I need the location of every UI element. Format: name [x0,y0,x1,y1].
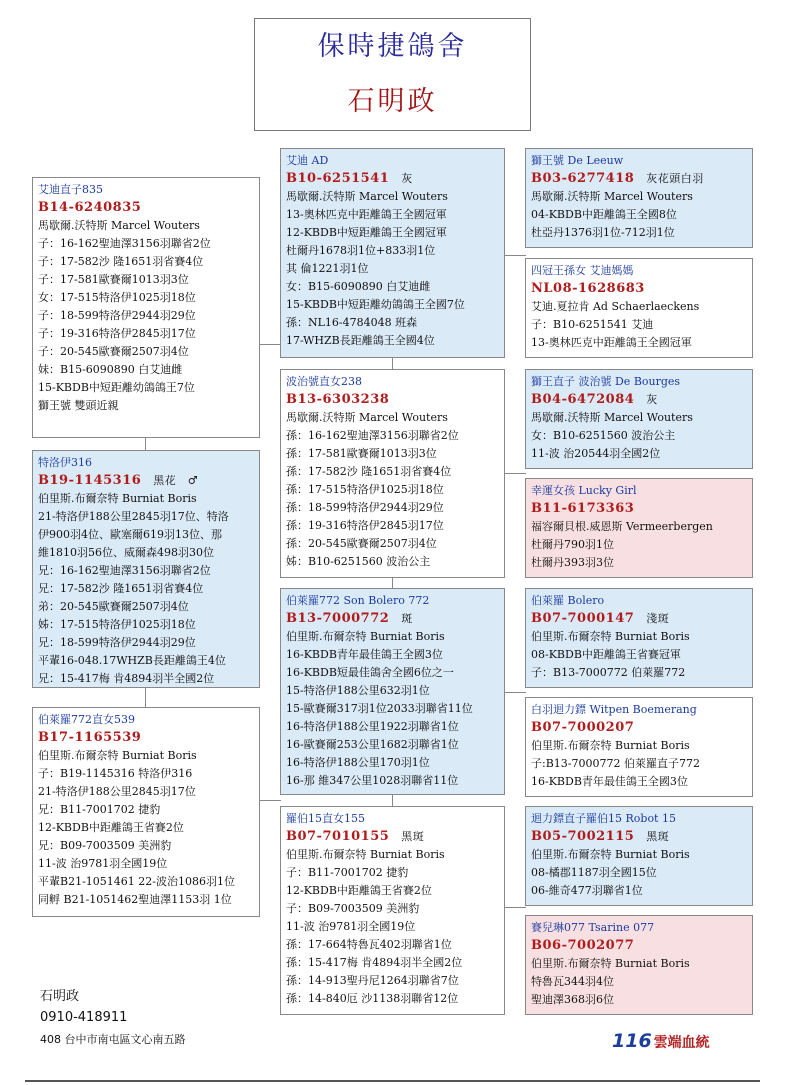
pedigree-box-granddam-1 [280,369,505,578]
pedigree-line: 子：18-599特洛伊2944羽29位 [38,309,196,322]
pedigree-line: 平輩B21-1051461 22-波治1086羽1位 [38,875,235,888]
pedigree-line: 孫：20-545歐賽爾2507羽4位 [286,537,437,550]
pedigree-line: 弟：20-545歐賽爾2507羽4位 [38,600,189,613]
pigeon-name: 四冠王孫女 艾迪媽媽 [531,264,634,277]
pedigree-line: 子：19-316特洛伊2845羽17位 [38,327,196,340]
pedigree-line: 兄：15-417梅 肯4894羽半全國2位 [38,672,215,685]
pedigree-line: 11-波 治9781羽全國19位 [38,857,168,870]
pedigree-box-ggp-3 [525,369,753,469]
ring-number: B13-6303238 [286,392,390,407]
pedigree-line: 孫：16-162聖迪澤3156羽聯省2位 [286,429,459,442]
pigeon-color: 灰 [401,172,413,185]
connector-line [259,800,281,801]
pedigree-line: 08-KBDB中距離鴿王省賽冠軍 [531,648,681,661]
pedigree-line: 孫：19-316特洛伊2845羽17位 [286,519,444,532]
cloud-pedigree-logo [612,1030,710,1052]
pedigree-line: 12-KBDB中距離鴿王省賽2位 [38,821,184,834]
pedigree-line: 06-維奇477羽聯省1位 [531,884,643,897]
pedigree-line: 維1810羽56位、威爾森498羽30位 [38,546,214,559]
pedigree-line: 孫：NL16-4784048 班森 [286,316,418,329]
loft-title: 保時捷鴿舍 [254,18,531,75]
pedigree-line: 子：B13-7000772 伯萊羅772 [531,666,686,679]
pedigree-box-ggp-2 [525,258,753,358]
pedigree-line: 伯里斯.布爾奈特 Burniat Boris [286,630,445,643]
ring-number: B19-1145316 黑花 ♂ [38,473,199,488]
connector-line [392,357,393,369]
ring-number: B13-7000772 斑 [286,611,413,626]
connector-line [259,344,281,345]
pedigree-line: 伯里斯.布爾奈特 Burniat Boris [531,630,690,643]
pedigree-line: 子：B19-1145316 特洛伊316 [38,767,193,780]
pedigree-line: 杜爾丹1678羽1位+833羽1位 [286,244,436,257]
pedigree-line: 孫：15-417梅 肯4894羽半全國2位 [286,956,463,969]
pedigree-line: 16-KBDB青年最佳鴿王全國3位 [286,648,443,661]
pedigree-box-dam [32,707,260,917]
pedigree-line: 伯里斯.布爾奈特 Burniat Boris [38,749,197,762]
pedigree-line: 孫：18-599特洛伊2944羽29位 [286,501,444,514]
pedigree-line: 孫：17-664特魯瓦402羽聯省1位 [286,938,452,951]
pedigree-line: 伯里斯.布爾奈特 Burniat Boris [531,739,690,752]
pigeon-color: 斑 [401,612,413,625]
pedigree-line: 福容爾貝根.威恩斯 Vermeerbergen [531,520,713,533]
pedigree-line: 兄：16-162聖迪澤3156羽聯省2位 [38,564,211,577]
pedigree-line: 兄：17-582沙 隆1651羽省賽4位 [38,582,204,595]
loft-owner: 石明政 [254,73,531,131]
pigeon-name: 伯萊羅772 Son Bolero 772 [286,594,430,607]
pedigree-box-ggp-7 [525,806,753,906]
pigeon-name: 幸運女孩 Lucky Girl [531,484,637,497]
pedigree-line: 17-WHZB長距離鴿王全國4位 [286,334,435,347]
pedigree-line: 子:B13-7000772 伯萊羅直子772 [531,757,700,770]
pedigree-line: 21-特洛伊188公里2845羽17位 [38,785,196,798]
pedigree-box-grandsire-2 [280,588,505,795]
pedigree-line: 伊900羽4位、歐塞爾619羽13位、那 [38,528,222,541]
pedigree-line: 女：17-515特洛伊1025羽18位 [38,291,196,304]
ring-number: B10-6251541 灰 [286,171,413,186]
pedigree-line: 伯里斯.布爾奈特 Burniat Boris [286,848,445,861]
connector-line [504,473,526,474]
connector-line [392,794,393,806]
pedigree-line: 姊：17-515特洛伊1025羽18位 [38,618,196,631]
pedigree-line: 女：B15-6090890 白艾迪雌 [286,280,431,293]
pigeon-name: 伯萊羅772直女539 [38,713,135,726]
pigeon-name: 白羽迴力鏢 Witpen Boemerang [531,703,697,716]
owner-name: 石明政 [40,989,80,1004]
pedigree-box-ggp-8 [525,915,753,1015]
pigeon-name: 獅王號 De Leeuw [531,154,624,167]
pedigree-line: 16-KBDB青年最佳鴿王全國3位 [531,775,688,788]
pedigree-line: 11-波 治20544羽全國2位 [531,447,661,460]
pedigree-line: 12-KBDB中距離鴿王省賽2位 [286,884,432,897]
pedigree-box-subject [32,450,260,688]
pedigree-line: 特魯瓦344羽4位 [531,975,614,988]
connector-line [504,907,526,908]
pigeon-name: 波治號直女238 [286,375,362,388]
pedigree-line: 子：17-582沙 隆1651羽省賽4位 [38,255,204,268]
pedigree-line: 伯里斯.布爾奈特 Burniat Boris [531,848,690,861]
pigeon-color: 灰 [646,393,658,406]
pedigree-line: 12-KBDB中短距離鴿王全國冠軍 [286,226,447,239]
pedigree-line: 兄：18-599特洛伊2944羽29位 [38,636,196,649]
ring-number: B07-7010155 黑斑 [286,829,425,844]
pedigree-line: 15-特洛伊188公里632羽1位 [286,684,430,697]
pedigree-line: 13-奧林匹克中距離鴿王全國冠軍 [531,336,692,349]
pedigree-line: 孫：17-582沙 隆1651羽省賽4位 [286,465,452,478]
pedigree-line: 子：B11-7001702 捷豹 [286,866,409,879]
pedigree-box-ggp-5 [525,588,753,688]
ring-number: B11-6173363 [531,501,635,516]
pedigree-line: 16-特洛伊188公里170羽1位 [286,756,430,769]
pedigree-line: 15-歐賽爾317羽1位2033羽聯省11位 [286,702,473,715]
logo-number: 116 [612,1030,652,1052]
pedigree-line: 孫：17-581歐賽爾1013羽3位 [286,447,437,460]
pedigree-line: 04-KBDB中距離鴿王全國8位 [531,208,677,221]
pedigree-line: 馬歇爾.沃特斯 Marcel Wouters [38,219,200,232]
pedigree-line: 姊：B10-6251560 波治公主 [286,555,431,568]
pedigree-line: 伯里斯.布爾奈特 Burniat Boris [531,957,690,970]
ring-number: B06-7002077 [531,938,635,953]
pedigree-line: 平輩16-048.17WHZB長距離鴿王4位 [38,654,226,667]
pedigree-line: 子：17-581歐賽爾1013羽3位 [38,273,189,286]
pedigree-line: 妹：B15-6090890 白艾迪雌 [38,363,183,376]
pedigree-line: 馬歇爾.沃特斯 Marcel Wouters [286,190,448,203]
pigeon-name: 特洛伊316 [38,456,92,469]
pigeon-color: 黑花 ♂ [153,474,199,487]
pedigree-line: 杜爾丹393羽3位 [531,556,614,569]
pedigree-line: 11-波 治9781羽全國19位 [286,920,416,933]
ring-number: B07-7000147 淺斑 [531,611,670,626]
pigeon-name: 賽兒琳077 Tsarine 077 [531,921,655,934]
connector-line [145,437,146,450]
pigeon-name: 伯萊羅 Bolero [531,594,605,607]
pigeon-name: 艾迪 AD [286,154,329,167]
pedigree-line: 16-KBDB短最佳鴿舍全國6位之一 [286,666,454,679]
pedigree-line: 08-橘郡1187羽全國15位 [531,866,657,879]
pedigree-line: 同孵 B21-1051462聖迪澤1153羽 1位 [38,893,232,906]
pedigree-line: 子：20-545歐賽爾2507羽4位 [38,345,189,358]
owner-address: 408 台中市南屯區文心南五路 [40,1033,186,1046]
pedigree-box-granddam-2 [280,806,505,1015]
pigeon-color: 黑斑 [646,830,670,843]
ring-number: NL08-1628683 [531,281,645,296]
ring-number: B07-7000207 [531,720,635,735]
owner-contact [40,985,186,1053]
pedigree-line: 杜爾丹790羽1位 [531,538,614,551]
owner-phone: 0910-418911 [40,1010,128,1025]
pedigree-box-ggp-6 [525,697,753,797]
connector-line [145,687,146,707]
pedigree-line: 女：B10-6251560 波治公主 [531,429,676,442]
pigeon-color: 淺斑 [646,612,670,625]
pedigree-box-ggp-1 [525,148,753,248]
ring-number: B04-6472084 灰 [531,392,658,407]
connector-line [504,692,526,693]
pedigree-line: 杜亞丹1376羽1位-712羽1位 [531,226,675,239]
pedigree-line: 聖迪澤368羽6位 [531,993,614,1006]
pedigree-line: 馬歇爾.沃特斯 Marcel Wouters [531,411,693,424]
pedigree-line: 兄：B09-7003509 美洲豹 [38,839,172,852]
pigeon-name: 迴力鏢直子羅伯15 Robot 15 [531,812,676,825]
pedigree-line: 15-KBDB中短距離幼鴿鴿王全國7位 [286,298,465,311]
ring-number: B14-6240835 [38,200,142,215]
bottom-divider [25,1080,760,1082]
pedigree-line: 16-歐賽爾253公里1682羽聯省1位 [286,738,459,751]
ring-number: B03-6277418 灰花頭白羽 [531,171,704,186]
ring-number: B17-1165539 [38,730,142,745]
connector-line [504,255,526,256]
connector-line [392,577,393,588]
logo-text: 雲端血統 [653,1035,710,1051]
pedigree-line: 艾迪.夏拉肯 Ad Schaerlaeckens [531,300,700,313]
pedigree-line: 13-奧林匹克中距離鴿王全國冠軍 [286,208,447,221]
pedigree-box-ggp-4 [525,478,753,578]
pedigree-line: 孫：14-913聖丹尼1264羽聯省7位 [286,974,459,987]
pedigree-line: 21-特洛伊188公里2845羽17位、特洛 [38,510,229,523]
pigeon-name: 艾迪直子835 [38,183,103,196]
pedigree-box-sire [32,177,260,438]
pigeon-color: 黑斑 [401,830,425,843]
pigeon-name: 羅伯15直女155 [286,812,365,825]
pedigree-line: 16-特洛伊188公里1922羽聯省1位 [286,720,459,733]
pedigree-line: 孫：14-840厄 沙1138羽聯省12位 [286,992,459,1005]
pedigree-line: 獅王號 雙頭近親 [38,399,119,412]
pedigree-line: 16-那 維347公里1028羽聯省11位 [286,774,459,787]
pedigree-line: 子：16-162聖迪澤3156羽聯省2位 [38,237,211,250]
pedigree-line: 馬歇爾.沃特斯 Marcel Wouters [531,190,693,203]
pedigree-line: 子：B09-7003509 美洲豹 [286,902,420,915]
pedigree-line: 15-KBDB中短距離幼鴿鴿王7位 [38,381,195,394]
pedigree-line: 孫：17-515特洛伊1025羽18位 [286,483,444,496]
pedigree-line: 馬歇爾.沃特斯 Marcel Wouters [286,411,448,424]
pedigree-line: 伯里斯.布爾奈特 Burniat Boris [38,492,197,505]
pedigree-line: 子：B10-6251541 艾迪 [531,318,654,331]
pigeon-name: 獅王直子 波治號 De Bourges [531,375,681,388]
pigeon-color: 灰花頭白羽 [646,172,704,185]
pedigree-line: 其 倫1221羽1位 [286,262,369,275]
ring-number: B05-7002115 黑斑 [531,829,670,844]
pedigree-line: 兄：B11-7001702 捷豹 [38,803,161,816]
pedigree-box-grandsire-1 [280,148,505,358]
